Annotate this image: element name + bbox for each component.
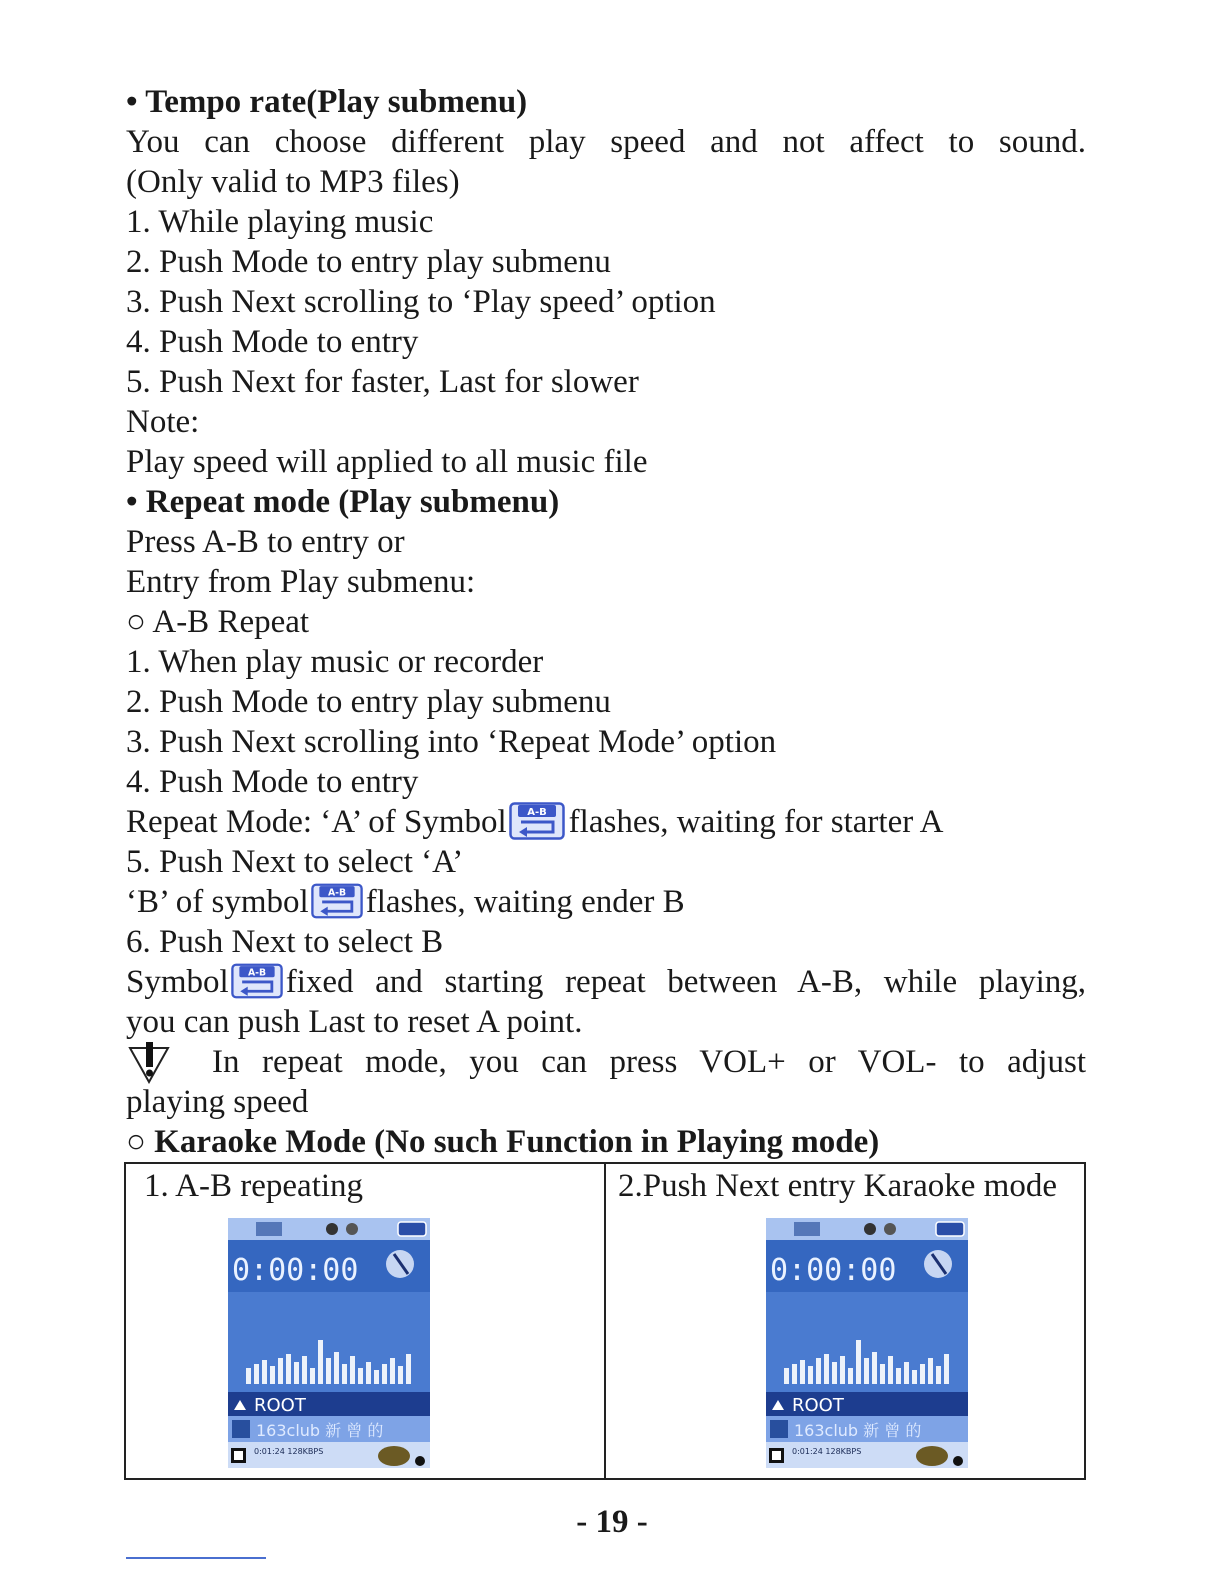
step-line: 4. Push Mode to entry (126, 764, 419, 800)
step-line: 2. Push Mode to entry play submenu (126, 684, 611, 720)
screen-status: 0:01:24 128KBPS (792, 1447, 862, 1456)
symbol-line (126, 962, 1086, 1002)
manual-page (126, 82, 1086, 1162)
svg-text:A-B: A-B (247, 967, 266, 979)
paragraph-line: Entry from Play submenu: (126, 564, 476, 600)
paragraph-line: you can push Last to reset A point. (126, 1004, 583, 1040)
warning-note (126, 1042, 1086, 1082)
step-line: 1. When play music or recorder (126, 644, 544, 680)
subheading-ab-repeat: ○ A-B Repeat (126, 604, 310, 640)
table-cell-ab-repeating (125, 1163, 605, 1479)
player-screenshot (228, 1218, 430, 1468)
step-line: 6. Push Next to select B (126, 924, 444, 960)
repeat-line-after: flashes, waiting for starter A (568, 804, 944, 840)
cell-caption: 2.Push Next entry Karaoke mode (618, 1168, 1057, 1204)
svg-text:A-B: A-B (327, 887, 346, 899)
player-screen-art (766, 1218, 968, 1468)
heading-repeat-mode: • Repeat mode (Play submenu) (126, 484, 560, 520)
paragraph-line: Press A-B to entry or (126, 524, 405, 560)
ab-repeat-icon (231, 962, 283, 1000)
warning-text: In repeat mode, you can press VOL+ or VOL- to adjust (212, 1044, 1086, 1080)
player-screen-art (228, 1218, 430, 1468)
repeat-line-before: Repeat Mode: ‘A’ of Symbol (126, 804, 507, 840)
cell-caption: 1. A-B repeating (144, 1168, 364, 1204)
screen-track: 163club 新 曾 的 (256, 1421, 384, 1440)
symbol-line-after: fixed and starting repeat between A-B, while playing, (285, 964, 1086, 1000)
ab-repeat-icon (311, 882, 363, 920)
screen-status: 0:01:24 128KBPS (254, 1447, 324, 1456)
footer-rule (126, 1557, 266, 1559)
paragraph-line: (Only valid to MP3 files) (126, 164, 460, 200)
ab-repeat-icon (509, 802, 565, 840)
screen-track: 163club 新 曾 的 (794, 1421, 922, 1440)
step-line: 5. Push Next for faster, Last for slower (126, 364, 639, 400)
paragraph-line: You can choose different play speed and not affect to sound. (126, 124, 1086, 160)
table-cell-karaoke-mode (605, 1163, 1085, 1479)
svg-text:A-B: A-B (526, 807, 547, 818)
note-label: Note: (126, 404, 200, 440)
step-line: 2. Push Mode to entry play submenu (126, 244, 611, 280)
b-symbol-line (126, 882, 1086, 922)
b-line-before: ‘B’ of symbol (126, 884, 309, 920)
repeat-mode-line (126, 802, 1086, 842)
warning-icon (126, 1040, 172, 1084)
b-line-after: flashes, waiting ender B (365, 884, 685, 920)
step-line: 3. Push Next scrolling into ‘Repeat Mode’ option (126, 724, 777, 760)
heading-tempo-rate: • Tempo rate(Play submenu) (126, 84, 528, 120)
screen-folder: ROOT (254, 1395, 306, 1416)
symbol-line-before: Symbol (126, 964, 229, 1000)
screen-folder: ROOT (792, 1395, 844, 1416)
karaoke-steps-table (124, 1162, 1086, 1480)
page-number: - 19 - (576, 1504, 648, 1540)
warning-text-cont: playing speed (126, 1084, 309, 1120)
screen-time: 0:00:00 (770, 1253, 897, 1288)
step-line: 1. While playing music (126, 204, 434, 240)
screen-time: 0:00:00 (232, 1253, 359, 1288)
step-line: 5. Push Next to select ‘A’ (126, 844, 464, 880)
step-line: 4. Push Mode to entry (126, 324, 419, 360)
player-screenshot (766, 1218, 968, 1468)
heading-karaoke-mode: ○ Karaoke Mode (No such Function in Playing mode) (126, 1124, 880, 1160)
note-text: Play speed will applied to all music file (126, 444, 648, 480)
step-line: 3. Push Next scrolling to ‘Play speed’ option (126, 284, 716, 320)
